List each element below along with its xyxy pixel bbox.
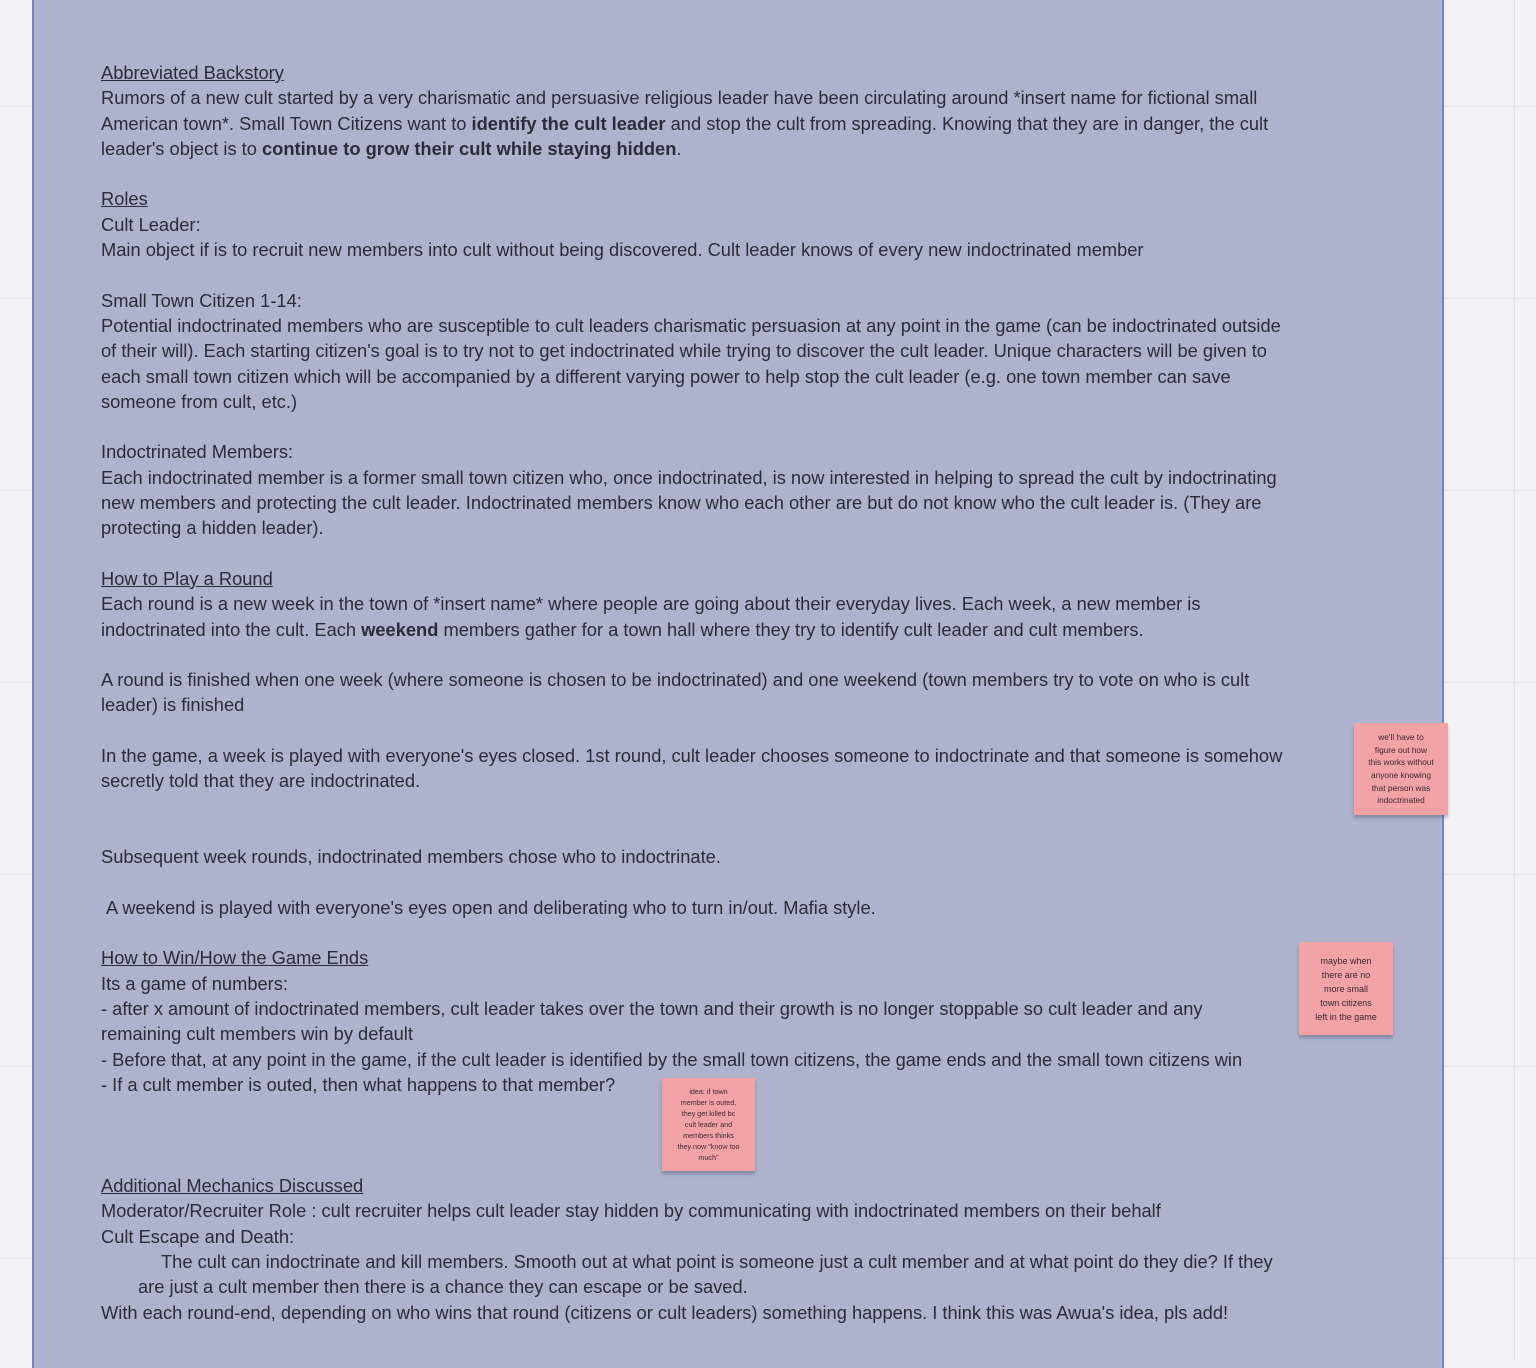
heading-roles: Roles bbox=[101, 188, 148, 210]
escape-title: Cult Escape and Death: bbox=[101, 1225, 295, 1247]
cult-leader-text: Main object if is to recruit new members into cult without being discovered. Cult leader knows of every new indoctrinated member bbox=[101, 239, 1144, 261]
round-line: leader) is finished bbox=[101, 694, 245, 716]
heading-additional: Additional Mechanics Discussed bbox=[101, 1175, 364, 1197]
grid-line bbox=[1514, 0, 1515, 1360]
win-line: - Before that, at any point in the game, if the cult leader is identified by the small town citizens, the game ends and the small town citizens win bbox=[101, 1048, 1243, 1070]
heading-how-to-play: How to Play a Round bbox=[101, 567, 273, 589]
heading-backstory: Abbreviated Backstory bbox=[101, 62, 284, 83]
citizen-line: someone from cult, etc.) bbox=[101, 390, 298, 412]
backstory-line: leader's object is to continue to grow their cult while staying hidden. bbox=[101, 137, 682, 159]
moderator-line: Moderator/Recruiter Role : cult recruiter helps cult leader stay hidden by communicating with indoctrinated members on their behalf bbox=[101, 1200, 1161, 1222]
indoctrinated-line: new members and protecting the cult leader. Indoctrinated members know who each other are but do not know who the cult leader is. (They are bbox=[101, 492, 1262, 514]
week-line: In the game, a week is played with everyone's eyes closed. 1st round, cult leader chooses someone to indoctrinate and that someone is somehow bbox=[101, 745, 1283, 767]
citizen-line: each small town citizen which will be accompanied by a different varying power to help stop the cult leader (e.g. one town member can save bbox=[101, 365, 1231, 387]
citizen-title: Small Town Citizen 1-14: bbox=[101, 289, 302, 311]
escape-line: The cult can indoctrinate and kill members. Smooth out at what point is someone just a cult member and at what point do they die? If they bbox=[161, 1250, 1273, 1272]
indoctrinated-title: Indoctrinated Members: bbox=[101, 441, 294, 463]
sticky-note[interactable]: we'll have to figure out how this works without anyone knowing that person was indoctrinated bbox=[1354, 723, 1448, 815]
cult-leader-title: Cult Leader: bbox=[101, 213, 201, 235]
week-line: secretly told that they are indoctrinated. bbox=[101, 770, 421, 792]
win-line: remaining cult members win by default bbox=[101, 1023, 413, 1045]
how-to-play-line: Each round is a new week in the town of *insert name* where people are going about their everyday lives. Each week, a new member is bbox=[101, 593, 1201, 615]
backstory-line: American town*. Small Town Citizens want to identify the cult leader and stop the cult from spreading. Knowing that they are in danger, the cult bbox=[101, 112, 1269, 134]
escape-line: are just a cult member then there is a chance they can escape or be saved. bbox=[138, 1276, 748, 1298]
how-to-play-line: indoctrinated into the cult. Each weekend members gather for a town hall where they try to identify cult leader and cult members. bbox=[101, 618, 1144, 640]
citizen-line: of their will). Each starting citizen's goal is to try not to get indoctrinated while trying to discover the cult leader. Unique characters will be given to bbox=[101, 340, 1267, 362]
indoctrinated-line: protecting a hidden leader). bbox=[101, 517, 324, 539]
heading-how-to-win: How to Win/How the Game Ends bbox=[101, 947, 369, 969]
sticky-note[interactable]: idea: if town member is outed, they get killed bc cult leader and members thinks they now "know too much" bbox=[662, 1078, 755, 1171]
win-line: Its a game of numbers: bbox=[101, 972, 288, 994]
win-line: - If a cult member is outed, then what happens to that member? bbox=[101, 1073, 616, 1095]
backstory-line: Rumors of a new cult started by a very charismatic and persuasive religious leader have been circulating around *insert name for fictional small bbox=[101, 87, 1258, 109]
win-line: - after x amount of indoctrinated members, cult leader takes over the town and their growth is no longer stoppable so cult leader and any bbox=[101, 997, 1203, 1019]
round-line: A round is finished when one week (where someone is chosen to be indoctrinated) and one weekend (town members try to vote on who is cult bbox=[101, 669, 1250, 691]
citizen-line: Potential indoctrinated members who are susceptible to cult leaders charismatic persuasion at any point in the game (can be indoctrinated outside bbox=[101, 314, 1281, 336]
weekend-line: A weekend is played with everyone's eyes open and deliberating who to turn in/out. Mafia style. bbox=[106, 896, 876, 918]
indoctrinated-line: Each indoctrinated member is a former small town citizen who, once indoctrinated, is now interested in helping to spread the cult by indoctrinating bbox=[101, 466, 1277, 488]
sticky-note[interactable]: maybe when there are no more small town citizens left in the game bbox=[1299, 942, 1393, 1035]
round-end-line: With each round-end, depending on who wins that round (citizens or cult leaders) something happens. I think this was Awua's idea, pls add! bbox=[101, 1301, 1229, 1323]
subsequent-line: Subsequent week rounds, indoctrinated members chose who to indoctrinate. bbox=[101, 846, 721, 868]
